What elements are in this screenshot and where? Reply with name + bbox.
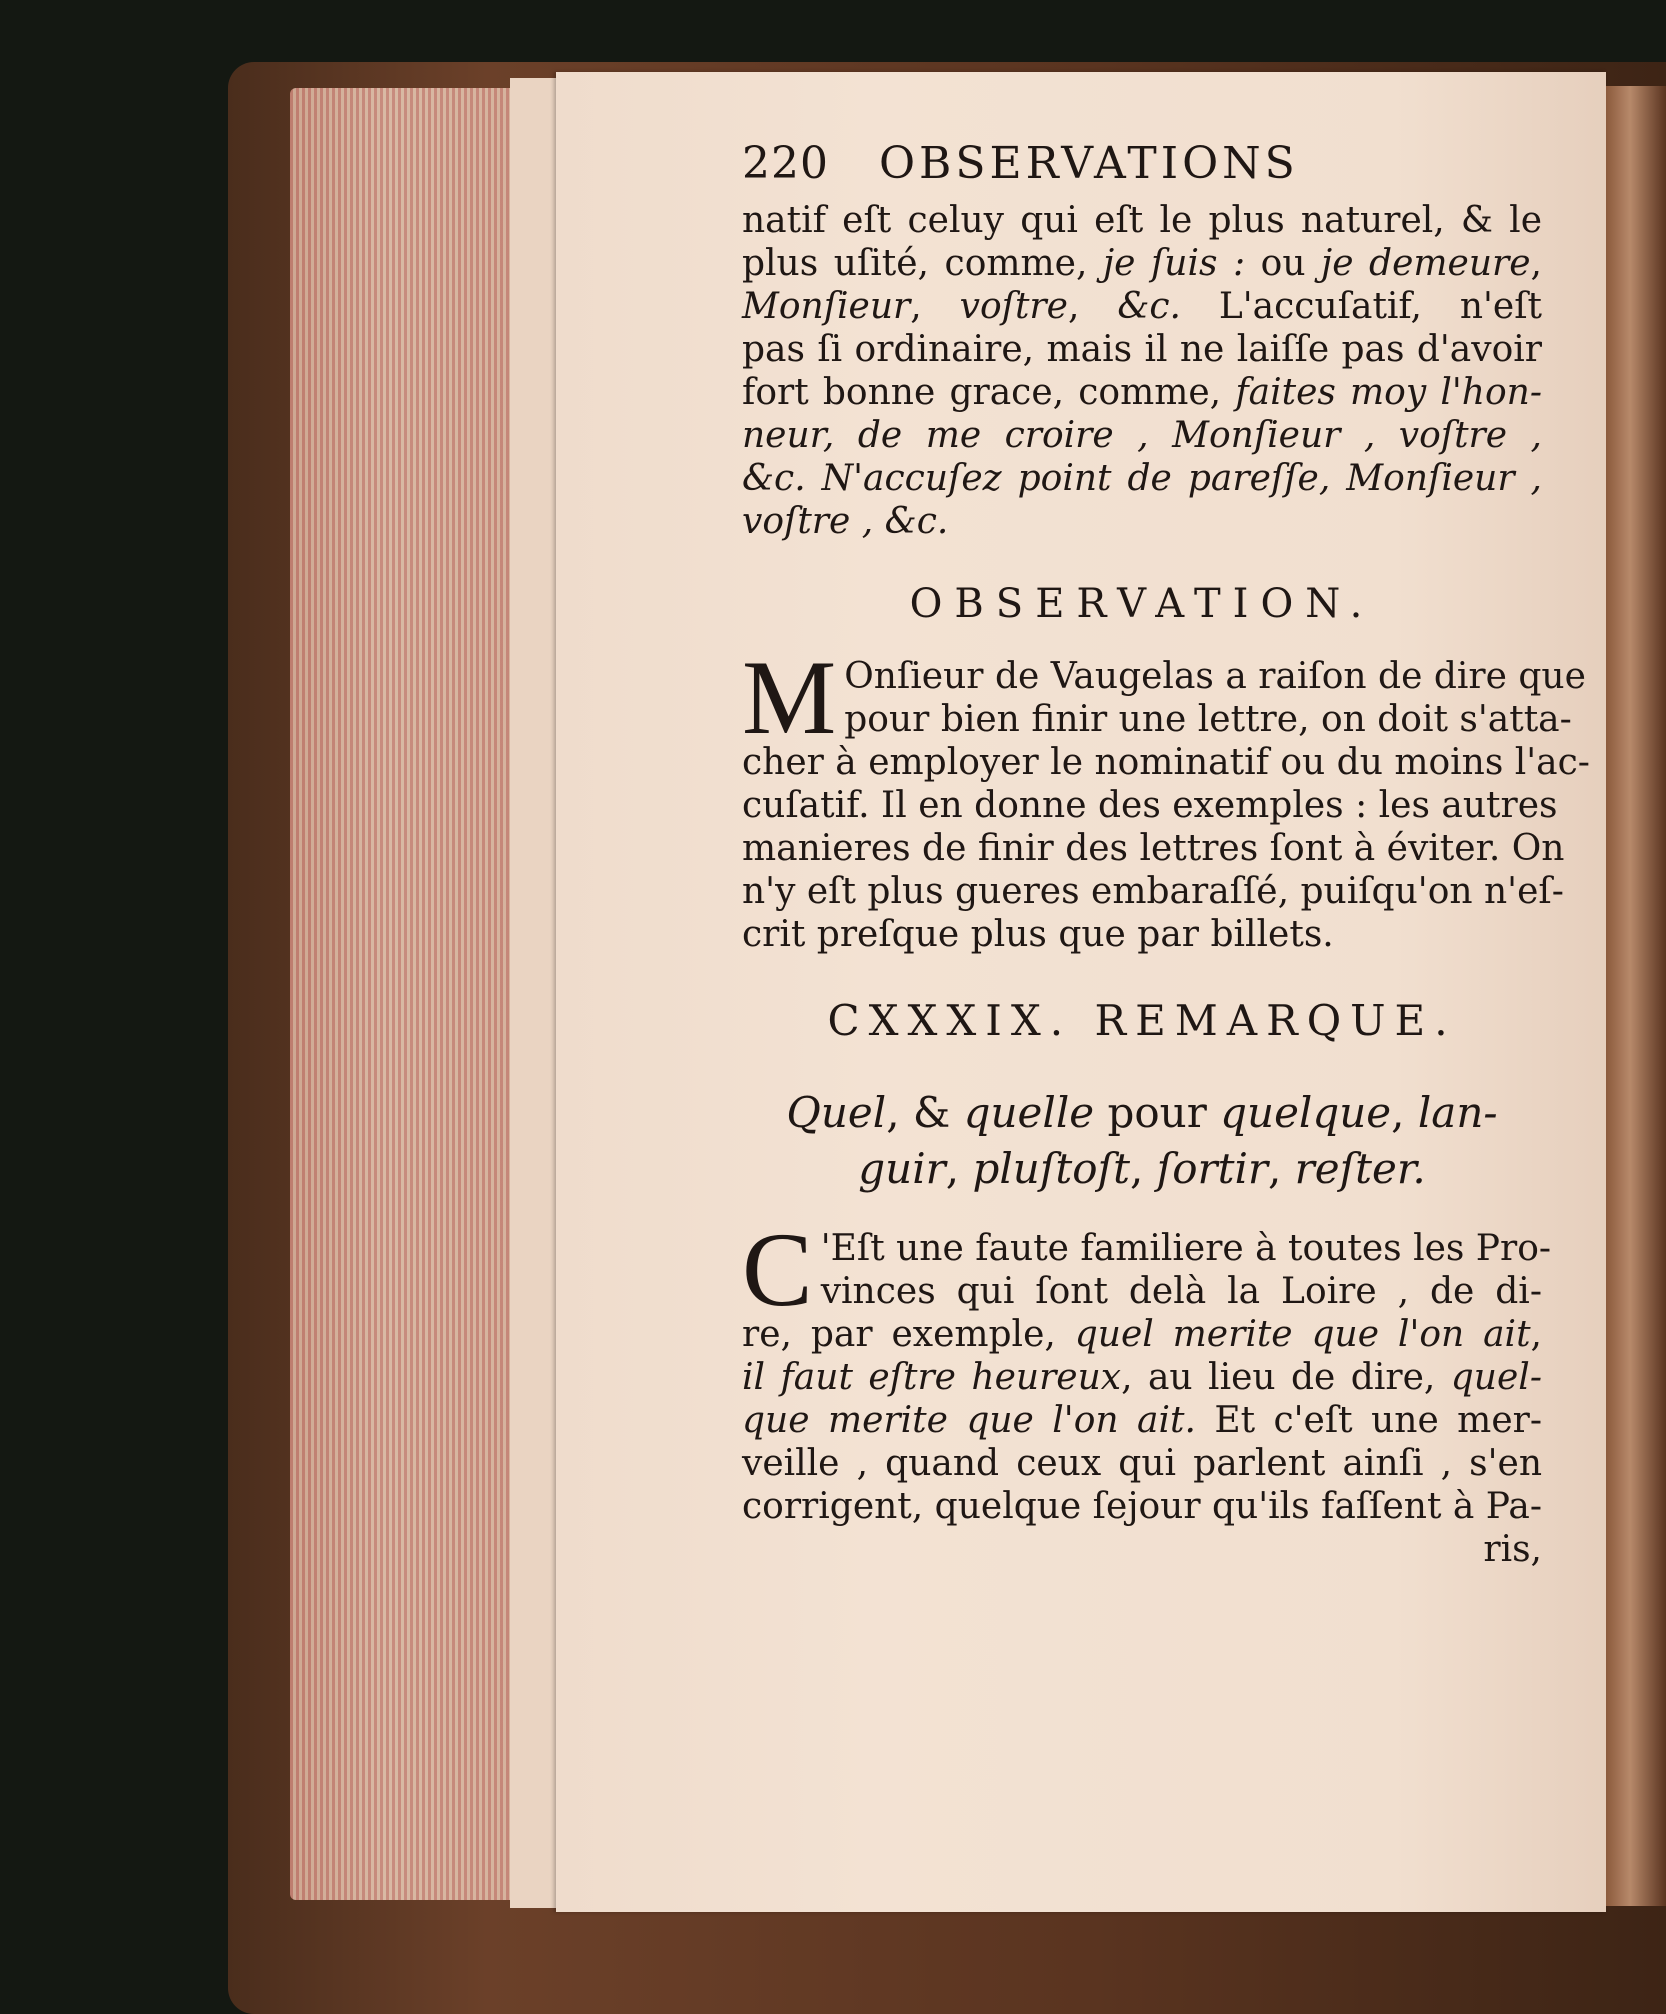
top-text-line: fort bonne grace, comme, faites moy l'hon- [742,372,1543,413]
top-text-line: neur, de me croire , Monſieur , voſtre , [742,415,1542,456]
observation-text-line: cuſatif. Il en donne des exemples : les autres [742,785,1558,826]
remarque-text-line: il faut eſtre heureux, au lieu de dire, quel- [742,1357,1542,1398]
top-text-line: plus uſité, comme, je ſuis : ou je demeure, [742,243,1542,284]
top-text-line: natif eſt celuy qui eſt le plus naturel, & le [742,200,1542,241]
page-number: 220 [742,138,829,189]
page-text [742,138,1590,1571]
remarque-heading: CXXXIX. REMARQUE. [827,996,1457,1045]
remarque-text-line: 'Eſt une faute familiere à toutes les Pro- [820,1228,1552,1269]
remarque-text-line: re, par exemple, quel merite que l'on ait, [742,1314,1542,1355]
observation-text-line: n'y eſt plus gueres embaraſſé, puiſqu'on n'eſ- [742,871,1564,912]
observation-text-line: manieres de finir des lettres ſont à éviter. On [742,828,1565,869]
remarque-paragraph [742,1211,1552,1528]
observation-text-line: cher à employer le nominatif ou du moins l'ac- [742,742,1590,783]
remarque-subject [742,1085,1542,1197]
catchword: ris, [1483,1529,1542,1570]
top-text-line: pas ſi ordinaire, mais il ne laiſſe pas d'avoir [742,329,1542,370]
running-head [742,138,1542,189]
top-text-line: Monſieur, voſtre, &c. L'accuſatif, n'eſt [742,286,1542,327]
observation-text-line: pour bien finir une lettre, on doit s'atta- [844,699,1572,740]
page-edges [290,88,526,1900]
remarque-text-line: vinces qui ſont delà la Loire , de di- [820,1271,1542,1312]
running-title: OBSERVATIONS [878,138,1299,189]
observation-text-line: crit preſque plus que par billets. [742,914,1334,955]
remarque-text-line: veille , quand ceux qui parlent ainſi , s'en [742,1443,1542,1484]
remarque-text-line: corrigent, quelque ſejour qu'ils faſſent à Pa- [742,1486,1543,1527]
subject-line: guir, pluſtoſt, ſortir, reſter. [858,1144,1426,1193]
observation-heading: OBSERVATION. [909,581,1375,627]
observation-paragraph [742,639,1590,956]
observation-text-line: Onſieur de Vaugelas a raiſon de dire que [844,656,1586,697]
top-text-line: &c. N'accuſez point de pareſſe, Monſieur , [742,458,1542,499]
subject-line: Quel, & quelle pour quelque, lan- [786,1088,1498,1137]
top-text-line: voſtre , &c. [742,501,949,542]
right-page-edge [1606,86,1666,1906]
dropcap-m: M [742,639,837,756]
dropcap-c: C [742,1211,813,1328]
remarque-text-line: que merite que l'on ait. Et c'eſt une mer- [742,1400,1542,1441]
top-paragraph [742,199,1542,543]
